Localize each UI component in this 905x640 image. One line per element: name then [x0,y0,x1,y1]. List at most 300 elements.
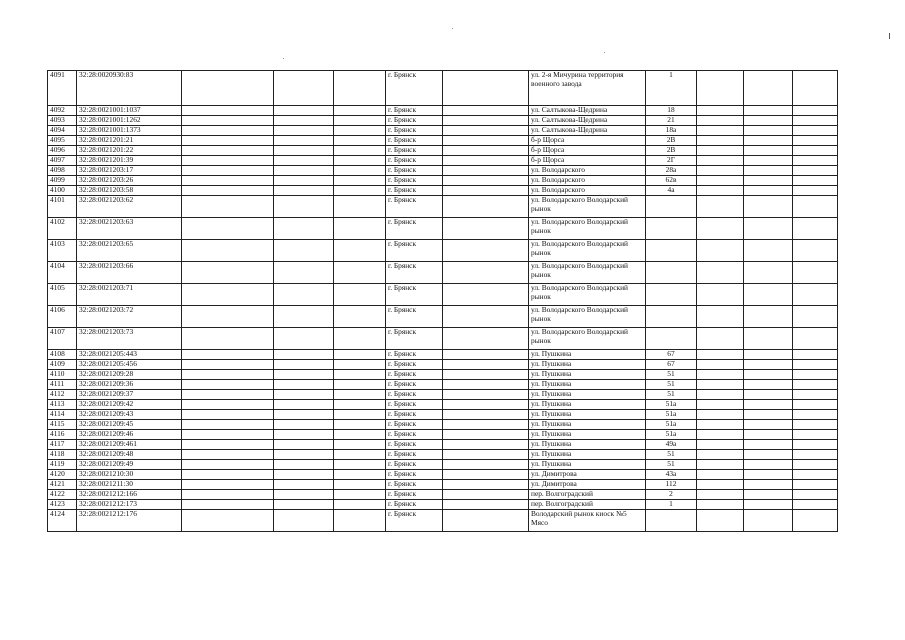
cadastral-number-cell: 32:28:0021205:456 [77,360,182,370]
empty-cell [744,126,793,136]
empty-cell [793,370,838,380]
table-row [48,166,838,176]
empty-cell [793,176,838,186]
city-cell: г. Брянск [386,380,443,390]
empty-cell [744,350,793,360]
empty-cell [334,460,386,470]
empty-cell [334,470,386,480]
empty-cell [744,380,793,390]
empty-cell [182,440,274,450]
table-row [48,390,838,400]
empty-cell [274,430,334,440]
empty-cell [334,370,386,380]
city-cell: г. Брянск [386,156,443,166]
empty-cell [182,460,274,470]
empty-cell [274,400,334,410]
empty-cell [443,176,529,186]
empty-cell [697,240,744,262]
empty-cell [274,156,334,166]
table-row [48,116,838,126]
row-number-cell: 4098 [48,166,77,176]
house-number-cell: 67 [646,350,697,360]
empty-cell [443,400,529,410]
empty-cell [793,400,838,410]
empty-cell [744,370,793,380]
house-number-cell: 49а [646,440,697,450]
cadastral-number-cell: 32:28:0020930:83 [77,71,182,106]
table-row [48,196,838,218]
row-number-cell: 4112 [48,390,77,400]
empty-cell [744,400,793,410]
house-number-cell: 1 [646,71,697,106]
street-cell: ул. Димитрова [529,480,646,490]
empty-cell [334,284,386,306]
cadastral-number-cell: 32:28:0021212:176 [77,510,182,532]
row-number-cell: 4111 [48,380,77,390]
house-number-cell: 2В [646,136,697,146]
city-cell: г. Брянск [386,218,443,240]
empty-cell [793,166,838,176]
table-row [48,380,838,390]
cadastral-number-cell: 32:28:0021001:1262 [77,116,182,126]
empty-cell [182,328,274,350]
empty-cell [274,470,334,480]
table-row [48,284,838,306]
empty-cell [697,196,744,218]
city-cell: г. Брянск [386,116,443,126]
empty-cell [744,166,793,176]
empty-cell [334,71,386,106]
empty-cell [334,490,386,500]
empty-cell [334,350,386,360]
empty-cell [334,218,386,240]
empty-cell [443,262,529,284]
empty-cell [182,240,274,262]
empty-cell [443,146,529,156]
empty-cell [182,262,274,284]
empty-cell [334,450,386,460]
cadastral-number-cell: 32:28:0021209:36 [77,380,182,390]
empty-cell [443,166,529,176]
cadastral-number-cell: 32:28:0021203:26 [77,176,182,186]
empty-cell [182,450,274,460]
table-row [48,176,838,186]
empty-cell [443,500,529,510]
empty-cell [744,240,793,262]
street-cell: ул. Пушкина [529,370,646,380]
empty-cell [744,490,793,500]
cadastral-number-cell: 32:28:0021203:58 [77,186,182,196]
empty-cell [443,450,529,460]
empty-cell [274,370,334,380]
empty-cell [744,218,793,240]
street-cell: ул. Володарского Володарский рынок [529,240,646,262]
empty-cell [274,106,334,116]
empty-cell [697,360,744,370]
row-number-cell: 4114 [48,410,77,420]
empty-cell [443,420,529,430]
city-cell: г. Брянск [386,390,443,400]
empty-cell [697,480,744,490]
row-number-cell: 4105 [48,284,77,306]
empty-cell [793,186,838,196]
street-cell: ул. Володарского [529,186,646,196]
street-cell: пер. Волгоградский [529,500,646,510]
city-cell: г. Брянск [386,460,443,470]
empty-cell [182,430,274,440]
cadastral-number-cell: 32:28:0021203:62 [77,196,182,218]
table-row [48,71,838,106]
city-cell: г. Брянск [386,328,443,350]
empty-cell [744,500,793,510]
empty-cell [793,390,838,400]
empty-cell [443,136,529,146]
empty-cell [744,430,793,440]
table-row [48,262,838,284]
cadastral-number-cell: 32:28:0021211:30 [77,480,182,490]
house-number-cell: 28а [646,166,697,176]
empty-cell [697,306,744,328]
city-cell: г. Брянск [386,500,443,510]
cadastral-number-cell: 32:28:0021001:1373 [77,126,182,136]
empty-cell [182,166,274,176]
scan-edge-mark [889,33,890,39]
house-number-cell [646,196,697,218]
row-number-cell: 4124 [48,510,77,532]
house-number-cell: 4а [646,186,697,196]
empty-cell [443,284,529,306]
row-number-cell: 4094 [48,126,77,136]
empty-cell [697,410,744,420]
empty-cell [274,390,334,400]
empty-cell [443,350,529,360]
empty-cell [697,328,744,350]
empty-cell [697,262,744,284]
empty-cell [793,360,838,370]
house-number-cell: 51 [646,450,697,460]
empty-cell [443,440,529,450]
empty-cell [334,400,386,410]
empty-cell [793,500,838,510]
cadastral-number-cell: 32:28:0021203:65 [77,240,182,262]
row-number-cell: 4109 [48,360,77,370]
empty-cell [334,106,386,116]
house-number-cell: 2 [646,490,697,500]
cadastral-number-cell: 32:28:0021205:443 [77,350,182,360]
house-number-cell: 51 [646,390,697,400]
cadastral-number-cell: 32:28:0021001:1037 [77,106,182,116]
empty-cell [274,284,334,306]
empty-cell [744,136,793,146]
empty-cell [443,360,529,370]
cadastral-number-cell: 32:28:0021203:72 [77,306,182,328]
house-number-cell: 51 [646,460,697,470]
empty-cell [274,510,334,532]
empty-cell [182,156,274,166]
empty-cell [274,196,334,218]
scan-speck [283,58,284,59]
empty-cell [697,284,744,306]
street-cell: ул. 2-я Мичурина территория военного завода [529,71,646,106]
registry-table [47,70,838,532]
empty-cell [182,126,274,136]
street-cell: ул. Володарского Володарский рынок [529,328,646,350]
table-row [48,480,838,490]
city-cell: г. Брянск [386,420,443,430]
empty-cell [443,106,529,116]
empty-cell [697,71,744,106]
empty-cell [697,218,744,240]
cadastral-number-cell: 32:28:0021209:461 [77,440,182,450]
street-cell: ул. Пушкина [529,360,646,370]
city-cell: г. Брянск [386,284,443,306]
city-cell: г. Брянск [386,410,443,420]
empty-cell [182,284,274,306]
street-cell: ул. Димитрова [529,470,646,480]
empty-cell [697,390,744,400]
cadastral-number-cell: 32:28:0021209:37 [77,390,182,400]
city-cell: г. Брянск [386,176,443,186]
empty-cell [697,136,744,146]
empty-cell [274,146,334,156]
empty-cell [182,71,274,106]
empty-cell [697,370,744,380]
street-cell: ул. Пушкина [529,440,646,450]
empty-cell [334,410,386,420]
empty-cell [274,136,334,146]
street-cell: б-р Щорса [529,156,646,166]
house-number-cell: 112 [646,480,697,490]
table-row [48,450,838,460]
row-number-cell: 4102 [48,218,77,240]
empty-cell [182,360,274,370]
empty-cell [793,116,838,126]
empty-cell [274,380,334,390]
city-cell: г. Брянск [386,470,443,480]
house-number-cell: 51а [646,410,697,420]
empty-cell [182,410,274,420]
empty-cell [443,126,529,136]
cadastral-number-cell: 32:28:0021203:17 [77,166,182,176]
empty-cell [443,480,529,490]
empty-cell [274,500,334,510]
table-row [48,370,838,380]
empty-cell [744,186,793,196]
house-number-cell [646,240,697,262]
empty-cell [334,186,386,196]
street-cell: ул. Володарского Володарский рынок [529,262,646,284]
empty-cell [793,328,838,350]
row-number-cell: 4108 [48,350,77,360]
row-number-cell: 4104 [48,262,77,284]
empty-cell [744,146,793,156]
table-row [48,328,838,350]
empty-cell [274,240,334,262]
empty-cell [697,146,744,156]
empty-cell [744,262,793,284]
city-cell: г. Брянск [386,71,443,106]
empty-cell [793,480,838,490]
empty-cell [697,166,744,176]
street-cell: ул. Пушкина [529,380,646,390]
city-cell: г. Брянск [386,510,443,532]
empty-cell [793,430,838,440]
empty-cell [793,450,838,460]
empty-cell [697,420,744,430]
row-number-cell: 4110 [48,370,77,380]
empty-cell [182,218,274,240]
empty-cell [274,71,334,106]
street-cell: ул. Пушкина [529,430,646,440]
row-number-cell: 4091 [48,71,77,106]
empty-cell [744,116,793,126]
empty-cell [274,306,334,328]
empty-cell [334,420,386,430]
table-row [48,106,838,116]
empty-cell [274,176,334,186]
empty-cell [744,470,793,480]
empty-cell [334,328,386,350]
row-number-cell: 4107 [48,328,77,350]
cadastral-number-cell: 32:28:0021203:71 [77,284,182,306]
street-cell: ул. Пушкина [529,420,646,430]
empty-cell [443,380,529,390]
street-cell: ул. Володарского [529,166,646,176]
street-cell: ул. Володарского Володарский рынок [529,196,646,218]
house-number-cell [646,328,697,350]
table-row [48,420,838,430]
row-number-cell: 4122 [48,490,77,500]
city-cell: г. Брянск [386,262,443,284]
city-cell: г. Брянск [386,440,443,450]
city-cell: г. Брянск [386,480,443,490]
city-cell: г. Брянск [386,430,443,440]
city-cell: г. Брянск [386,490,443,500]
empty-cell [793,380,838,390]
empty-cell [697,116,744,126]
row-number-cell: 4113 [48,400,77,410]
empty-cell [744,410,793,420]
empty-cell [793,126,838,136]
empty-cell [443,470,529,480]
empty-cell [793,262,838,284]
empty-cell [334,480,386,490]
empty-cell [697,380,744,390]
empty-cell [182,176,274,186]
empty-cell [274,186,334,196]
empty-cell [697,430,744,440]
row-number-cell: 4123 [48,500,77,510]
empty-cell [443,410,529,420]
empty-cell [182,350,274,360]
empty-cell [334,176,386,186]
street-cell: ул. Пушкина [529,400,646,410]
empty-cell [443,186,529,196]
empty-cell [182,420,274,430]
table-row [48,500,838,510]
empty-cell [182,146,274,156]
city-cell: г. Брянск [386,360,443,370]
registry-rows [48,71,838,532]
row-number-cell: 4106 [48,306,77,328]
row-number-cell: 4096 [48,146,77,156]
empty-cell [697,440,744,450]
row-number-cell: 4093 [48,116,77,126]
empty-cell [274,116,334,126]
table-row [48,136,838,146]
street-cell: ул. Володарского Володарский рынок [529,218,646,240]
row-number-cell: 4103 [48,240,77,262]
scan-speck [604,52,605,53]
empty-cell [697,500,744,510]
street-cell: ул. Володарского [529,176,646,186]
house-number-cell: 2Г [646,156,697,166]
empty-cell [793,196,838,218]
city-cell: г. Брянск [386,196,443,218]
empty-cell [443,370,529,380]
city-cell: г. Брянск [386,166,443,176]
empty-cell [697,186,744,196]
empty-cell [274,166,334,176]
empty-cell [793,136,838,146]
row-number-cell: 4119 [48,460,77,470]
empty-cell [334,360,386,370]
row-number-cell: 4120 [48,470,77,480]
street-cell: ул. Володарского Володарский рынок [529,284,646,306]
cadastral-number-cell: 32:28:0021212:166 [77,490,182,500]
empty-cell [274,218,334,240]
table-row [48,410,838,420]
empty-cell [274,360,334,370]
city-cell: г. Брянск [386,240,443,262]
row-number-cell: 4101 [48,196,77,218]
house-number-cell: 43а [646,470,697,480]
empty-cell [334,116,386,126]
empty-cell [697,450,744,460]
empty-cell [443,490,529,500]
house-number-cell [646,306,697,328]
empty-cell [443,218,529,240]
table-row [48,146,838,156]
empty-cell [443,196,529,218]
house-number-cell: 51 [646,380,697,390]
empty-cell [793,71,838,106]
empty-cell [697,460,744,470]
empty-cell [334,136,386,146]
empty-cell [334,240,386,262]
table-row [48,126,838,136]
street-cell: Володарский рынок киоск №5 Мясо [529,510,646,532]
street-cell: б-р Щорса [529,146,646,156]
empty-cell [744,420,793,430]
table-row [48,460,838,470]
empty-cell [334,156,386,166]
house-number-cell [646,218,697,240]
empty-cell [697,510,744,532]
empty-cell [697,126,744,136]
empty-cell [744,460,793,470]
empty-cell [697,400,744,410]
empty-cell [334,146,386,156]
cadastral-number-cell: 32:28:0021212:173 [77,500,182,510]
cadastral-number-cell: 32:28:0021201:22 [77,146,182,156]
empty-cell [793,440,838,450]
empty-cell [274,460,334,470]
empty-cell [182,380,274,390]
empty-cell [182,186,274,196]
city-cell: г. Брянск [386,400,443,410]
empty-cell [793,106,838,116]
